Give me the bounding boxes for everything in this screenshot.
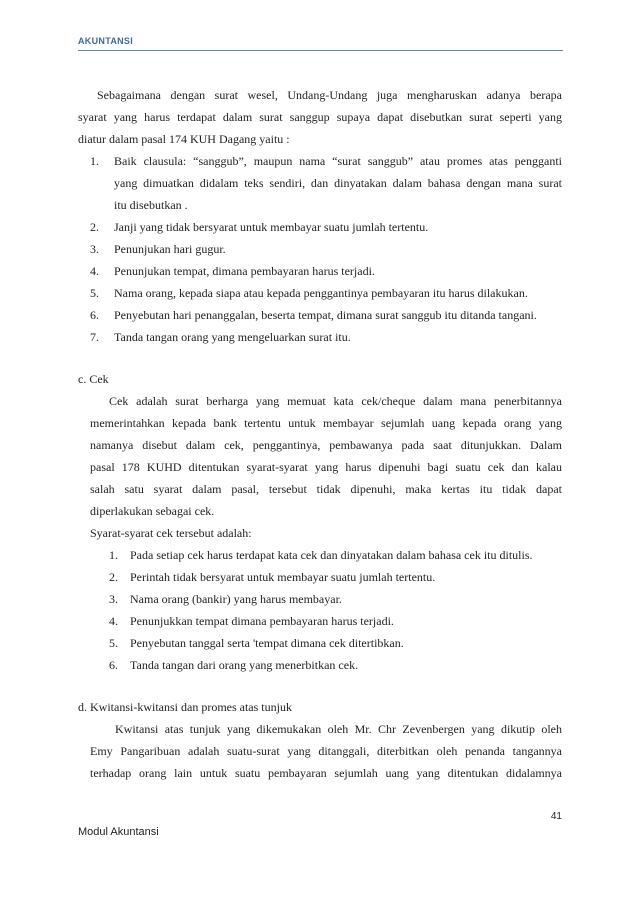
- section-cek: [78, 368, 562, 676]
- section-heading: c. Cek: [78, 372, 109, 386]
- footer-title: Modul Akuntansi: [78, 826, 159, 838]
- list-item: [90, 326, 562, 348]
- list-number: 3.: [90, 242, 99, 256]
- list-number: 5.: [109, 636, 118, 650]
- list-item: [109, 588, 562, 610]
- list-item: [90, 260, 562, 282]
- list-text: Tanda tangan dari orang yang menerbitkan cek.: [130, 658, 359, 672]
- list-item: [90, 150, 562, 172]
- list-number: 1.: [109, 548, 118, 562]
- list-item: [109, 654, 562, 676]
- section-kwitansi: [78, 696, 562, 784]
- text-line: Sebagaimana dengan surat wesel, Undang-Undang juga mengharuskan adanya berapa: [97, 88, 562, 102]
- list-text: Penunjukan tempat, dimana pembayaran harus terjadi.: [114, 264, 375, 278]
- list-item: [90, 238, 562, 260]
- list-text: Janji yang tidak bersyarat untuk membayar suatu jumlah tertentu.: [114, 220, 429, 234]
- list-text: Penunjukan hari gugur.: [114, 242, 226, 256]
- running-header: AKUNTANSI: [78, 36, 134, 46]
- list-number: 2.: [109, 570, 118, 584]
- text-line: Emy Pangaribuan adalah suatu-surat yang ditanggali, diterbitkan oleh penanda tangannya: [90, 744, 562, 758]
- section-heading: d. Kwitansi-kwitansi dan promes atas tunjuk: [78, 700, 292, 714]
- list-item: [90, 282, 562, 304]
- page-number: 41: [550, 811, 562, 822]
- header-divider: [78, 50, 563, 51]
- list-text: Penunjukkan tempat dimana pembayaran harus terjadi.: [130, 614, 394, 628]
- text-line: salah satu syarat dalam pasal, tersebut tidak dipenuhi, maka kertas itu tidak dapat: [90, 482, 562, 496]
- list-number: 7.: [90, 330, 99, 344]
- list-number: 5.: [90, 286, 99, 300]
- list-item: [109, 566, 562, 588]
- body-text: [78, 84, 562, 784]
- text-line: Cek adalah surat berharga yang memuat kata cek/cheque dalam mana penerbitannya: [109, 394, 562, 408]
- text-line: terhadap orang lain untuk suatu pembayaran sejumlah uang yang ditentukan didalamnya: [90, 766, 562, 780]
- list-item: [90, 216, 562, 238]
- list-item: [109, 544, 562, 566]
- list-text: Penyebutan hari penanggalan, beserta tempat, dimana surat sanggub itu ditanda tangani.: [114, 308, 537, 322]
- list-text: Nama orang, kepada siapa atau kepada penggantinya pembayaran itu harus dilakukan.: [114, 286, 528, 300]
- list-item: [90, 304, 562, 326]
- sub-heading: Syarat-syarat cek tersebut adalah:: [90, 526, 252, 540]
- list-text: itu disebutkan .: [114, 198, 188, 212]
- intro-paragraph: [78, 84, 562, 150]
- text-line: memerintahkan kepada bank tertentu untuk membayar sejumlah uang kepada orang yang: [90, 416, 562, 430]
- list-number: 1.: [90, 154, 99, 168]
- text-line: namanya disebut dalam cek, penggantinya, pembawanya pada saat ditunjukkan. Dalam: [90, 438, 562, 452]
- requirements-list: [78, 150, 562, 348]
- section-paragraph: [78, 390, 562, 676]
- list-text: yang dimuatkan didalam teks sendiri, dan dinyatakan dalam bahasa dengan mana surat: [114, 176, 562, 190]
- list-item: [109, 632, 562, 654]
- text-line: pasal 178 KUHD ditentukan syarat-syarat yang harus dipenuhi bagi suatu cek dan kalau: [90, 460, 562, 474]
- text-line: syarat yang harus terdapat dalam surat sanggup supaya dapat disebutkan surat seperti yang: [78, 110, 562, 124]
- list-number: 6.: [109, 658, 118, 672]
- list-text: Tanda tangan orang yang mengeluarkan surat itu.: [114, 330, 351, 344]
- list-text: Pada setiap cek harus terdapat kata cek dan dinyatakan dalam bahasa cek itu ditulis.: [130, 548, 533, 562]
- list-number: 2.: [90, 220, 99, 234]
- text-line: Kwitansi atas tunjuk yang dikemukakan oleh Mr. Chr Zevenbergen yang dikutip oleh: [115, 722, 562, 736]
- list-text: Perintah tidak bersyarat untuk membayar suatu jumlah tertentu.: [130, 570, 436, 584]
- cek-requirements-list: [90, 544, 562, 676]
- list-number: 4.: [90, 264, 99, 278]
- list-number: 6.: [90, 308, 99, 322]
- text-line: diatur dalam pasal 174 KUH Dagang yaitu :: [78, 132, 290, 146]
- list-number: 3.: [109, 592, 118, 606]
- section-paragraph: [78, 718, 562, 784]
- list-number: 4.: [109, 614, 118, 628]
- list-text: Nama orang (bankir) yang harus membayar.: [130, 592, 342, 606]
- text-line: diperlakukan sebagai cek.: [90, 504, 215, 518]
- list-text: Baik clausula: “sanggub”, maupun nama “surat sanggub” atau promes atas pengganti: [114, 154, 562, 168]
- list-item: [109, 610, 562, 632]
- list-text: Penyebutan tanggal serta 'tempat dimana cek ditertibkan.: [130, 636, 404, 650]
